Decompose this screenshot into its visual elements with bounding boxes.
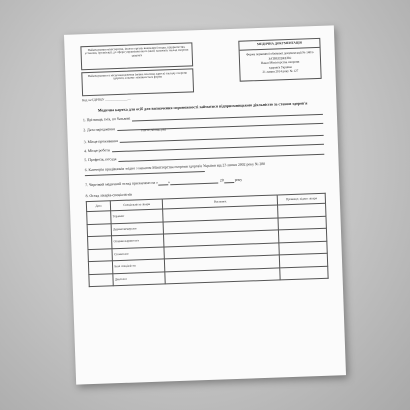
col-conclusion: Висновок bbox=[163, 195, 278, 209]
cell-date bbox=[89, 273, 113, 286]
specialists-title: 8. Огляд лікарів-спеціалістів bbox=[85, 192, 132, 198]
edrpou-label: Код за ЄДРПОУ bbox=[82, 97, 105, 103]
next-exam-month bbox=[167, 179, 218, 185]
next-exam-day bbox=[158, 180, 171, 185]
ministry-box: Найменування міністерства, іншого органу виконавчої влади, підприємства, установи, організації, до сфери управління якого (якої) належить заклад охорони здоров'я bbox=[80, 42, 193, 70]
next-exam-suffix: року bbox=[234, 178, 243, 183]
approval-body bbox=[240, 48, 321, 81]
cell-specialty: Дерматовенеролог bbox=[111, 222, 164, 236]
cell-specialty: Оториноларинголог bbox=[111, 234, 164, 248]
cell-signature bbox=[280, 266, 328, 280]
order-line-3: 21 липня 2014 року № 127 bbox=[262, 69, 299, 75]
cell-specialty: Стоматолог bbox=[112, 247, 165, 261]
approved-label: ЗАТВЕРДЖЕНО bbox=[268, 55, 292, 61]
cell-specialty: Дентолог bbox=[113, 272, 166, 286]
cell-specialty: Терапевт bbox=[111, 209, 164, 223]
cell-date bbox=[88, 236, 112, 249]
approval-box bbox=[238, 38, 321, 82]
cell-date bbox=[88, 248, 112, 261]
next-exam-year: 20 bbox=[219, 178, 224, 183]
order-line-2: здоров'я України bbox=[268, 64, 292, 70]
cell-conclusion bbox=[165, 268, 280, 284]
field-residence-label: 3. Місце проживання bbox=[83, 138, 118, 144]
specialists-table bbox=[86, 193, 329, 287]
form-number: Форма первинної облікової документації № 140/о bbox=[245, 50, 314, 57]
form-header bbox=[80, 38, 322, 103]
col-date: Дата bbox=[86, 201, 110, 212]
institution-box: Найменування та місцезнаходження (повна поштова адреса) закладу охорони здоров'я, в якому заповнюється форма bbox=[81, 68, 194, 96]
field-category-label: 6. Категорія працівників згідно з наказом Міністерства охорони здоров'я України від 23 липня 2002 року № 280 bbox=[84, 161, 266, 172]
birthdate-hint: (число, місяць, рік) bbox=[141, 127, 167, 133]
field-birthdate-label: 2. Дата народження bbox=[83, 126, 116, 133]
institution-block bbox=[80, 42, 194, 103]
cell-specialty: Інші спеціалісти bbox=[112, 259, 165, 273]
col-specialty: Спеціальність лікаря bbox=[110, 199, 163, 211]
col-signature: Прізвище, підпис лікаря bbox=[277, 193, 325, 205]
edrpou-code: Код за ЄДРПОУ ________________ bbox=[82, 96, 131, 103]
cell-date bbox=[87, 223, 111, 236]
field-profession-label: 5. Професія, посада bbox=[84, 157, 117, 163]
doc-type-label: МЕДИЧНА ДОКУМЕНТАЦІЯ bbox=[239, 39, 319, 50]
form-title: Медична картка для осіб для визначення спроможності займатися підприємницькою діяльністю за станом здоров'я bbox=[97, 100, 308, 113]
cell-date bbox=[88, 261, 112, 274]
next-exam-year-line bbox=[224, 179, 234, 183]
medical-form-sheet bbox=[64, 25, 346, 384]
field-category bbox=[85, 160, 325, 178]
field-workplace-label: 4. Місце роботи bbox=[83, 148, 110, 154]
next-exam-prefix: 7. Черговий медичний огляд призначено на « bbox=[85, 181, 159, 188]
cell-date bbox=[87, 211, 111, 224]
next-exam-mid: » bbox=[167, 180, 171, 185]
order-line-1: Наказ Міністерства охорони bbox=[260, 60, 300, 66]
field-name-label: 1. Прізвище, ім'я, по батькові bbox=[82, 117, 131, 123]
